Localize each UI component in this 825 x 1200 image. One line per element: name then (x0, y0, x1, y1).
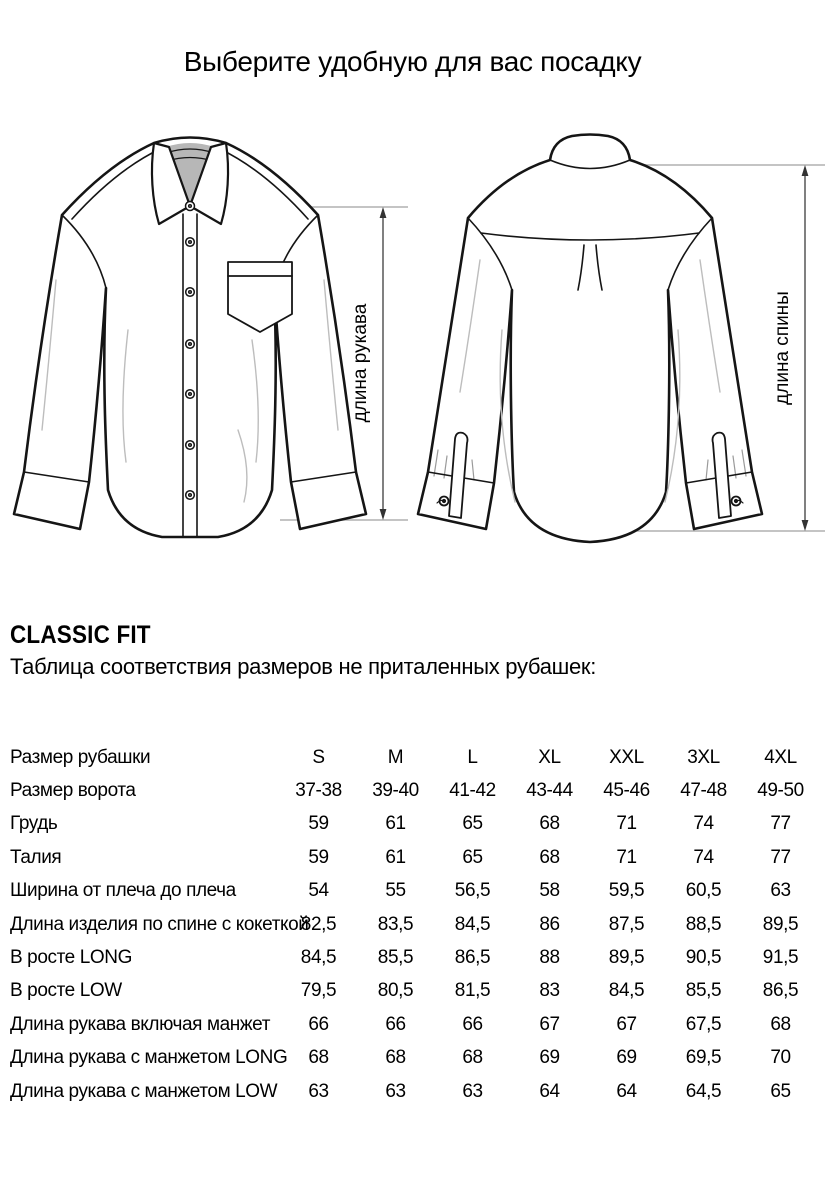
size-value-cell: M (387, 746, 404, 768)
size-value-cell: 64,5 (685, 1080, 722, 1102)
row-label: Длина рукава с манжетом LOW (10, 1080, 278, 1102)
back-length-label: длина спины (772, 291, 793, 405)
size-value-cell: 45-46 (603, 780, 650, 802)
size-value-cell: XXL (609, 746, 644, 768)
size-value-cell: 81,5 (454, 980, 491, 1002)
size-value-cell: XL (538, 746, 561, 768)
size-value-cell: 83 (539, 980, 560, 1002)
size-value-cell: 59 (308, 813, 329, 835)
size-value-cell: 64 (539, 1080, 560, 1102)
size-value-cell: 39-40 (372, 780, 419, 802)
size-value-cell: 82,5 (300, 913, 337, 935)
size-value-cell: 58 (539, 880, 560, 902)
size-table-body (10, 741, 819, 1108)
size-table-row (10, 941, 819, 974)
row-label: Длина рукава с манжетом LONG (10, 1047, 288, 1069)
size-table-row (10, 1075, 819, 1108)
size-value-cell: 63 (308, 1080, 329, 1102)
size-value-cell: 67,5 (685, 1013, 722, 1035)
size-value-cell: 43-44 (526, 780, 573, 802)
size-value-cell: 89,5 (762, 913, 799, 935)
shirt-diagrams-svg (0, 130, 825, 562)
row-label: Размер ворота (10, 780, 136, 802)
size-value-cell: 83,5 (377, 913, 414, 935)
size-table-row (10, 1042, 819, 1075)
size-table-row (10, 741, 819, 774)
size-value-cell: 65 (770, 1080, 791, 1102)
row-label: В росте LONG (10, 947, 132, 969)
size-value-cell: 47-48 (680, 780, 727, 802)
size-value-cell: 61 (385, 846, 406, 868)
row-label: Ширина от плеча до плеча (10, 880, 236, 902)
size-value-cell: 77 (770, 846, 791, 868)
size-value-cell: 41-42 (449, 780, 496, 802)
size-value-cell: 88 (539, 947, 560, 969)
size-table (10, 741, 819, 1108)
back-length-dimension (772, 165, 808, 531)
size-value-cell: L (467, 746, 478, 768)
size-value-cell: 91,5 (762, 947, 799, 969)
size-value-cell: 68 (539, 846, 560, 868)
size-value-cell: 84,5 (454, 913, 491, 935)
size-value-cell: 88,5 (685, 913, 722, 935)
size-table-row (10, 1008, 819, 1041)
size-value-cell: 66 (462, 1013, 483, 1035)
fit-heading: CLASSIC FIT (10, 621, 151, 649)
size-value-cell: 86 (539, 913, 560, 935)
size-value-cell: 67 (539, 1013, 560, 1035)
size-value-cell: 79,5 (300, 980, 337, 1002)
size-value-cell: 54 (308, 880, 329, 902)
size-value-cell: 77 (770, 813, 791, 835)
size-value-cell: 68 (385, 1047, 406, 1069)
size-value-cell: 70 (770, 1047, 791, 1069)
size-value-cell: 63 (385, 1080, 406, 1102)
size-value-cell: 55 (385, 880, 406, 902)
size-value-cell: 69 (616, 1047, 637, 1069)
size-table-row (10, 975, 819, 1008)
size-value-cell: 68 (308, 1047, 329, 1069)
shirt-back-drawing (418, 135, 762, 543)
size-value-cell: 84,5 (608, 980, 645, 1002)
size-table-row (10, 908, 819, 941)
size-value-cell: 89,5 (608, 947, 645, 969)
size-value-cell: 66 (385, 1013, 406, 1035)
size-value-cell: 71 (616, 846, 637, 868)
size-value-cell: 60,5 (685, 880, 722, 902)
size-value-cell: 67 (616, 1013, 637, 1035)
page-title: Выберите удобную для вас посадку (183, 46, 642, 77)
row-label: Длина изделия по спине с кокеткой (10, 913, 309, 935)
size-value-cell: 85,5 (377, 947, 414, 969)
size-value-cell: 68 (462, 1047, 483, 1069)
size-value-cell: 68 (770, 1013, 791, 1035)
size-value-cell: 4XL (764, 746, 797, 768)
row-label: Талия (10, 846, 62, 868)
row-label: Размер рубашки (10, 746, 151, 768)
row-label: Грудь (10, 813, 58, 835)
size-value-cell: 65 (462, 846, 483, 868)
size-value-cell: 63 (462, 1080, 483, 1102)
size-value-cell: 69 (539, 1047, 560, 1069)
size-value-cell: 56,5 (454, 880, 491, 902)
size-value-cell: 69,5 (685, 1047, 722, 1069)
size-value-cell: 59 (308, 846, 329, 868)
size-value-cell: 86,5 (454, 947, 491, 969)
row-label: В росте LOW (10, 980, 122, 1002)
size-value-cell: 59,5 (608, 880, 645, 902)
size-value-cell: 74 (693, 846, 714, 868)
size-value-cell: 80,5 (377, 980, 414, 1002)
size-value-cell: 65 (462, 813, 483, 835)
size-value-cell: 68 (539, 813, 560, 835)
size-value-cell: 37-38 (295, 780, 342, 802)
size-value-cell: 61 (385, 813, 406, 835)
size-value-cell: 85,5 (685, 980, 722, 1002)
size-table-row (10, 875, 819, 908)
size-value-cell: 49-50 (757, 780, 804, 802)
size-value-cell: 74 (693, 813, 714, 835)
table-caption: Таблица соответствия размеров не приталенных рубашек: (10, 654, 597, 679)
size-table-row (10, 841, 819, 874)
size-value-cell: 3XL (687, 746, 720, 768)
shirt-front-drawing (14, 138, 366, 538)
size-value-cell: 71 (616, 813, 637, 835)
size-value-cell: 84,5 (300, 947, 337, 969)
size-value-cell: 66 (308, 1013, 329, 1035)
size-value-cell: 86,5 (762, 980, 799, 1002)
size-value-cell: S (312, 746, 325, 768)
size-table-row (10, 808, 819, 841)
size-value-cell: 64 (616, 1080, 637, 1102)
size-table-row (10, 774, 819, 807)
sleeve-length-label: длина рукава (350, 303, 371, 423)
size-value-cell: 90,5 (685, 947, 722, 969)
size-value-cell: 87,5 (608, 913, 645, 935)
row-label: Длина рукава включая манжет (10, 1013, 271, 1035)
size-value-cell: 63 (770, 880, 791, 902)
